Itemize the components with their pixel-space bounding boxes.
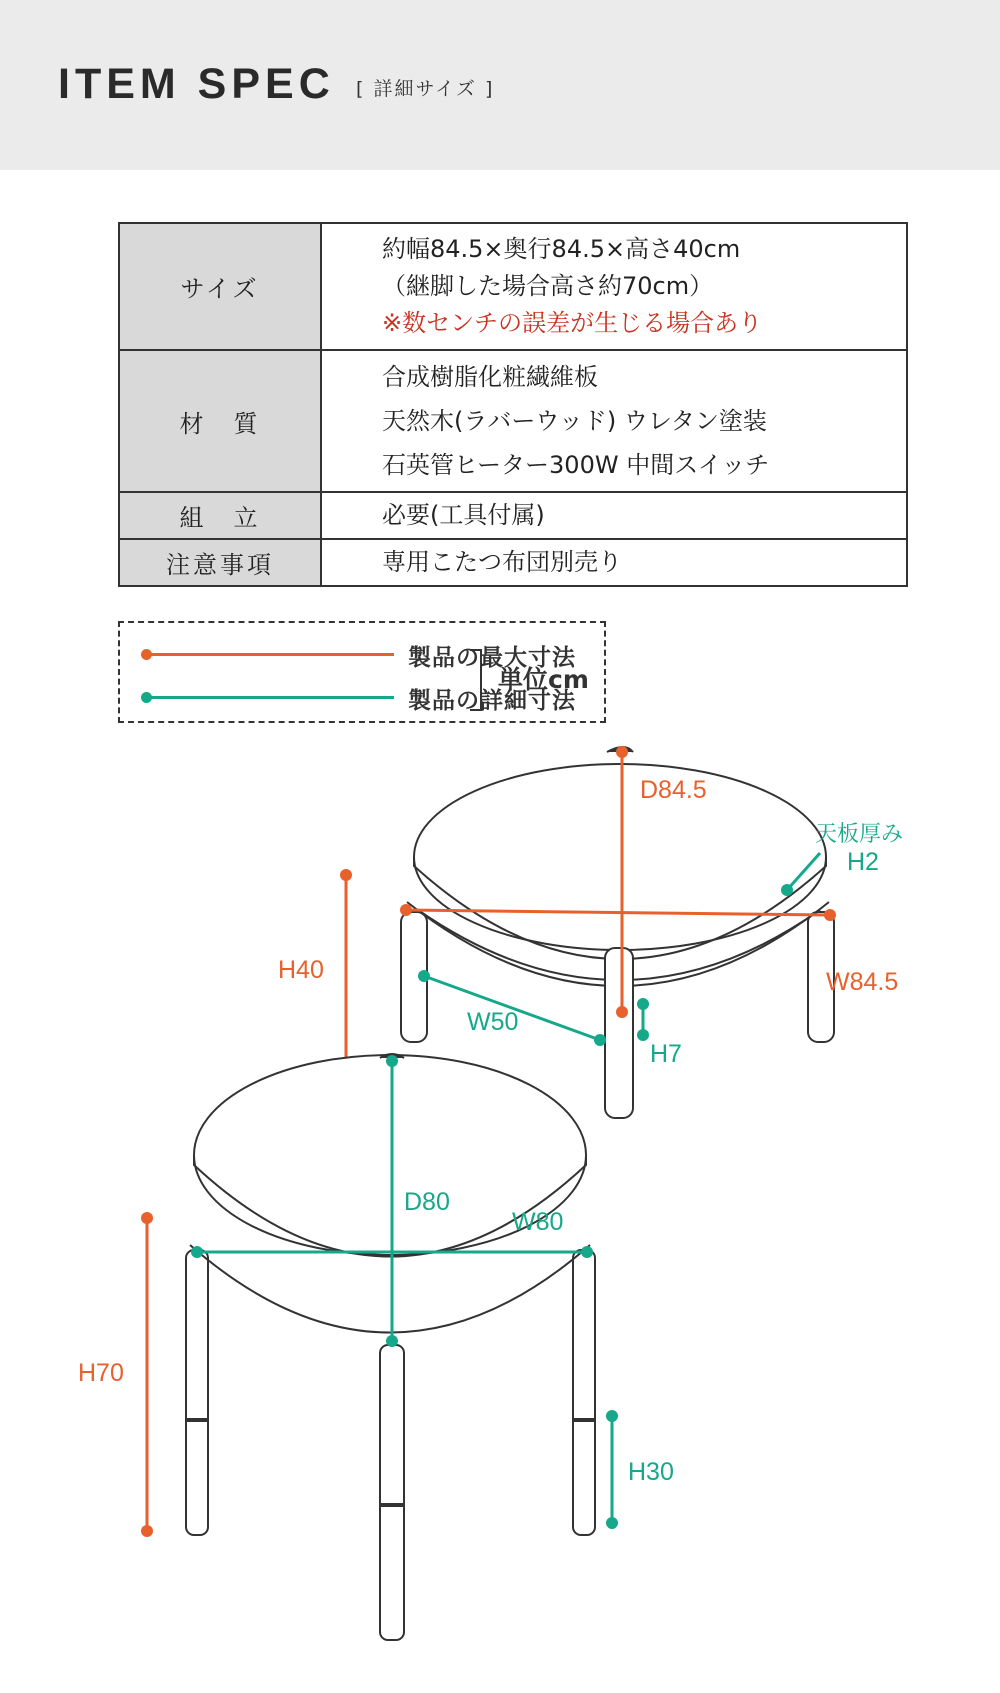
legend-box — [118, 621, 606, 723]
leg — [186, 1250, 208, 1535]
page-title: ITEM SPEC — [58, 60, 335, 108]
low-d-label: D84.5 — [640, 776, 707, 804]
row-label-size: サイズ — [119, 223, 321, 350]
tall-h-label: H70 — [78, 1359, 124, 1387]
size-line: 約幅84.5×奥行84.5×高さ40cm — [382, 235, 741, 263]
table-row — [119, 539, 907, 586]
legend-detail-label: 製品の詳細寸法 — [408, 688, 576, 714]
assembly-value: 必要(工具付属) — [321, 492, 907, 539]
size-note: ※数センチの誤差が生じる場合あり — [382, 309, 763, 337]
leg — [380, 1345, 404, 1640]
legend-max-line — [146, 653, 394, 656]
low-w-label: W84.5 — [826, 968, 899, 996]
frame-w-label: W50 — [467, 1008, 519, 1036]
dimension-diagram — [0, 740, 1000, 1693]
legend-unit: 単位cm — [498, 665, 589, 694]
spec-table — [118, 222, 908, 587]
legend-detail-line — [146, 696, 394, 699]
material-line: 天然木(ラバーウッド) ウレタン塗装 — [382, 407, 767, 435]
leg — [605, 948, 633, 1118]
size-line: （継脚した場合高さ約70cm） — [382, 272, 714, 300]
size-cell — [321, 223, 907, 350]
table-row — [119, 492, 907, 539]
leg-ext-label: H30 — [628, 1458, 674, 1486]
table-row — [119, 350, 907, 492]
material-line: 石英管ヒーター300W 中間スイッチ — [382, 451, 770, 479]
tall-w-label: W80 — [512, 1208, 564, 1236]
legend-max-label: 製品の最大寸法 — [408, 645, 576, 671]
page-subtitle: [ 詳細サイズ ] — [356, 78, 495, 100]
notes-value: 専用こたつ布団別売り — [321, 539, 907, 586]
thickness-label: 天板厚み — [815, 822, 904, 847]
header-band — [0, 0, 1000, 170]
material-line: 合成樹脂化粧繊維板 — [382, 363, 598, 391]
leg — [573, 1250, 595, 1535]
tall-d-label: D80 — [404, 1188, 450, 1216]
legend-bracket — [470, 649, 482, 711]
row-label-material: 材 質 — [119, 350, 321, 492]
thickness-value: H2 — [847, 848, 879, 876]
row-label-notes: 注意事項 — [119, 539, 321, 586]
material-cell — [321, 350, 907, 492]
row-label-assembly: 組 立 — [119, 492, 321, 539]
table-row — [119, 223, 907, 350]
frame-h-label: H7 — [650, 1040, 682, 1068]
frame — [190, 1245, 590, 1333]
table-top — [414, 764, 826, 950]
low-h-label: H40 — [278, 956, 324, 984]
